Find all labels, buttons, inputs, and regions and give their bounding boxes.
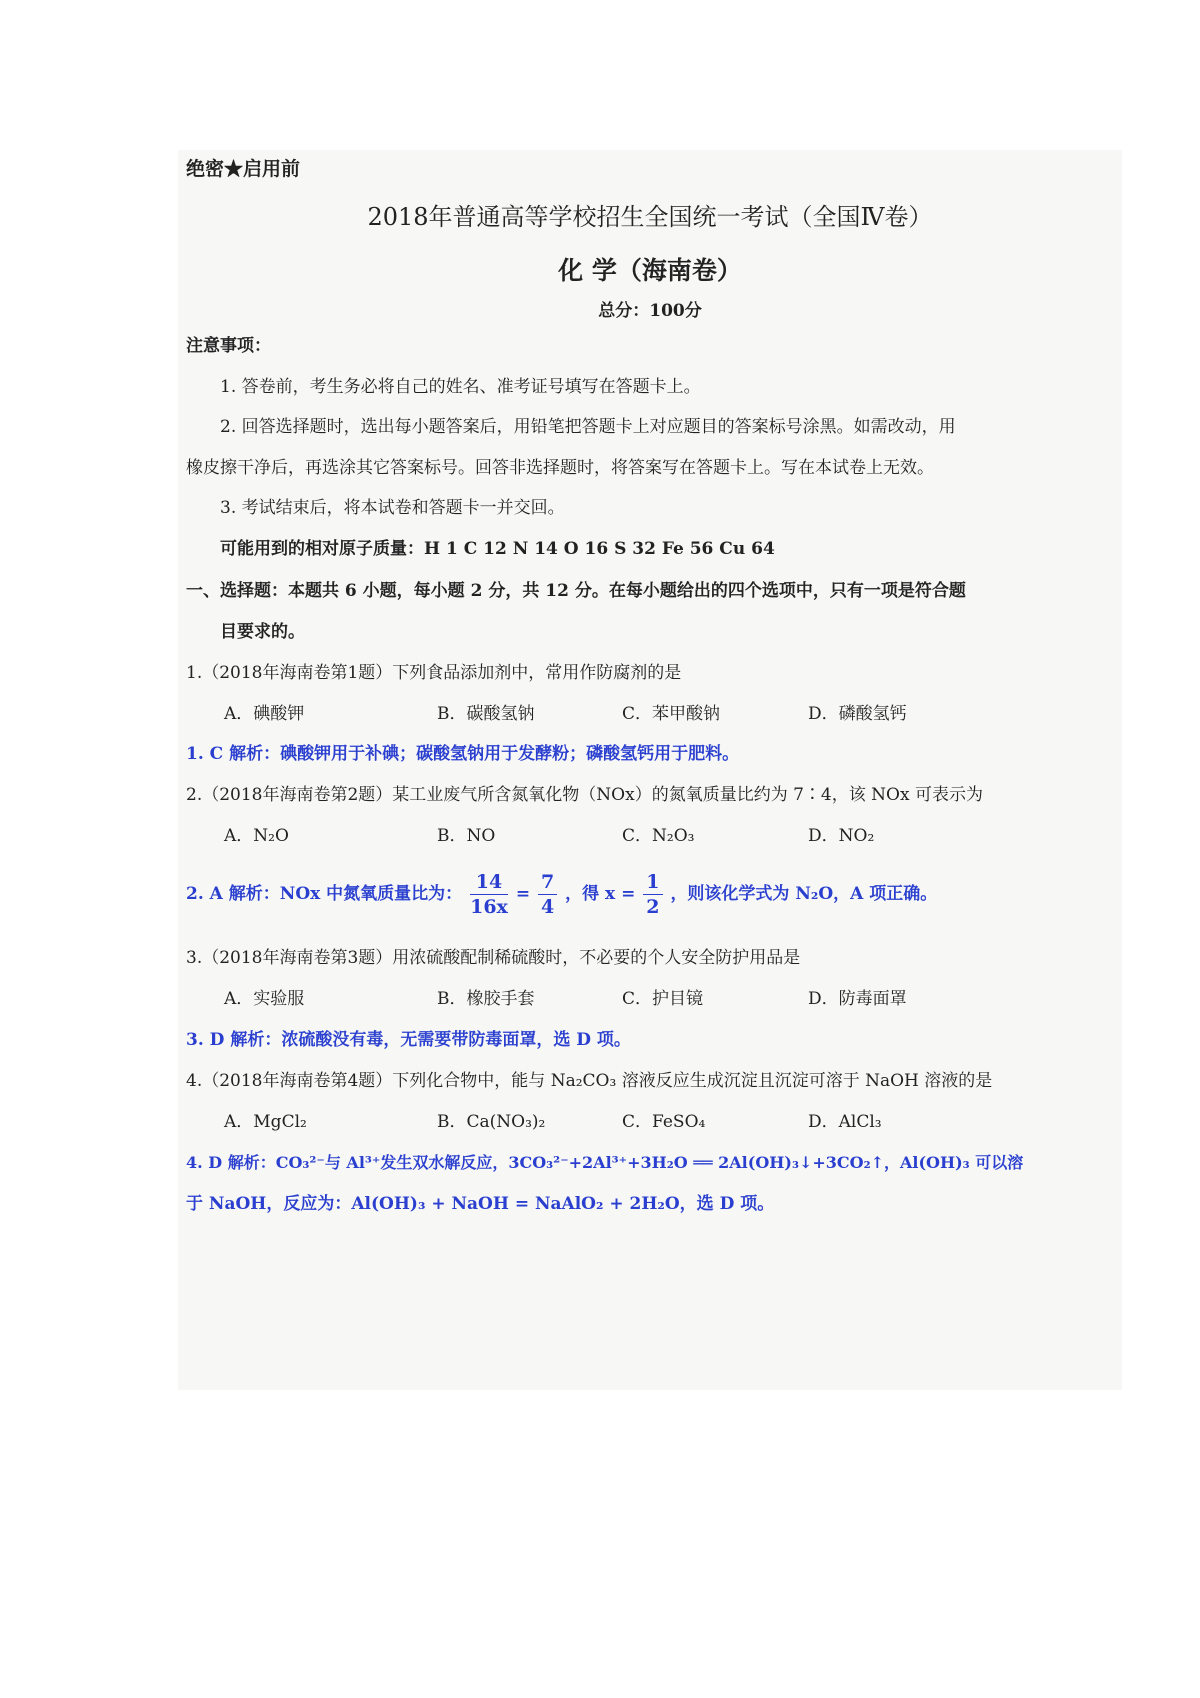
section-heading: 一、选择题：本题共 6 小题，每小题 2 分，共 12 分。在每小题给出的四个选项中，只有一项是符合题 [186, 581, 966, 601]
notice-item: 3. 考试结束后，将本试卷和答题卡一并交回。 [220, 498, 565, 518]
option-c: C．FeSO₄ [622, 1112, 706, 1132]
question-stem: 3.（2018年海南卷第3题）用浓硫酸配制稀硫酸时，不必要的个人安全防护用品是 [186, 948, 801, 968]
fraction-7-4 [538, 870, 557, 919]
exam-title: 2018年普通高等学校招生全国统一考试（全国Ⅳ卷） [367, 203, 933, 231]
option-d: D．磷酸氢钙 [808, 704, 907, 724]
fraction-numerator: 1 [643, 870, 662, 895]
answer-explanation [186, 868, 937, 920]
fraction-denominator: 4 [540, 896, 555, 918]
answer-explanation: 4. D 解析：CO₃²⁻与 Al³⁺发生双水解反应，3CO₃²⁻+2Al³⁺+3H₂O ══ 2Al(OH)₃↓+3CO₂↑，Al(OH)₃ 可以溶 [186, 1153, 1024, 1172]
answer-lead: 2. A 解析：NOx 中氮氧质量比为： [186, 884, 463, 904]
option-c: C．苯甲酸钠 [622, 704, 721, 724]
question-stem: 4.（2018年海南卷第4题）下列化合物中，能与 Na₂CO₃ 溶液反应生成沉淀且沉淀可溶于 NaOH 溶液的是 [186, 1071, 993, 1091]
option-d: D．防毒面罩 [808, 989, 907, 1009]
option-b: B．碳酸氢钠 [437, 704, 535, 724]
option-a: A．实验服 [224, 989, 305, 1009]
notice-item: 橡皮擦干净后，再选涂其它答案标号。回答非选择题时，将答案写在答题卡上。写在本试卷上无效。 [186, 458, 934, 478]
option-d: D．AlCl₃ [808, 1112, 882, 1132]
fraction-denominator: 16x [470, 896, 508, 918]
answer-explanation: 1. C 解析：碘酸钾用于补碘；碳酸氢钠用于发酵粉；磷酸氢钙用于肥料。 [186, 744, 740, 764]
fraction-denominator: 2 [646, 896, 660, 918]
notice-item: 1. 答卷前，考生务必将自己的姓名、准考证号填写在答题卡上。 [220, 377, 701, 397]
option-a: A．MgCl₂ [224, 1112, 307, 1132]
subject-title: 化 学（海南卷） [558, 256, 742, 285]
fraction-numerator: 14 [470, 870, 508, 895]
option-d: D．NO₂ [808, 826, 875, 846]
option-b: B．橡胶手套 [437, 989, 535, 1009]
section-heading-cont: 目要求的。 [220, 622, 305, 642]
total-score: 总分：100分 [598, 301, 702, 321]
atomic-masses: 可能用到的相对原子质量：H 1 C 12 N 14 O 16 S 32 Fe 56 Cu 64 [220, 539, 775, 559]
notice-heading: 注意事项： [186, 336, 271, 356]
answer-explanation: 3. D 解析：浓硫酸没有毒，无需要带防毒面罩，选 D 项。 [186, 1030, 631, 1050]
answer-mid: ，得 x = [565, 884, 636, 904]
answer-tail: ，则该化学式为 N₂O，A 项正确。 [670, 884, 938, 904]
notice-item: 2. 回答选择题时，选出每小题答案后，用铅笔把答题卡上对应题目的答案标号涂黑。如需改动，用 [220, 417, 956, 437]
option-a: A．N₂O [224, 826, 289, 846]
question-stem: 2.（2018年海南卷第2题）某工业废气所含氮氧化物（NOx）的氮氧质量比约为 7∶4，该 NOx 可表示为 [186, 785, 983, 805]
secret-label: 绝密★启用前 [186, 158, 301, 180]
answer-explanation-cont: 于 NaOH，反应为：Al(OH)₃ + NaOH = NaAlO₂ + 2H₂O，选 D 项。 [186, 1194, 775, 1214]
fraction-1-2 [643, 870, 662, 919]
option-a: A．碘酸钾 [224, 704, 305, 724]
question-stem: 1.（2018年海南卷第1题）下列食品添加剂中，常用作防腐剂的是 [186, 663, 682, 683]
option-c: C．护目镜 [622, 989, 704, 1009]
equals-sign: = [515, 884, 531, 904]
option-b: B．NO [437, 826, 496, 846]
option-c: C．N₂O₃ [622, 826, 695, 846]
fraction-14-16x [470, 870, 508, 919]
option-b: B．Ca(NO₃)₂ [437, 1112, 546, 1132]
fraction-numerator: 7 [538, 870, 557, 895]
